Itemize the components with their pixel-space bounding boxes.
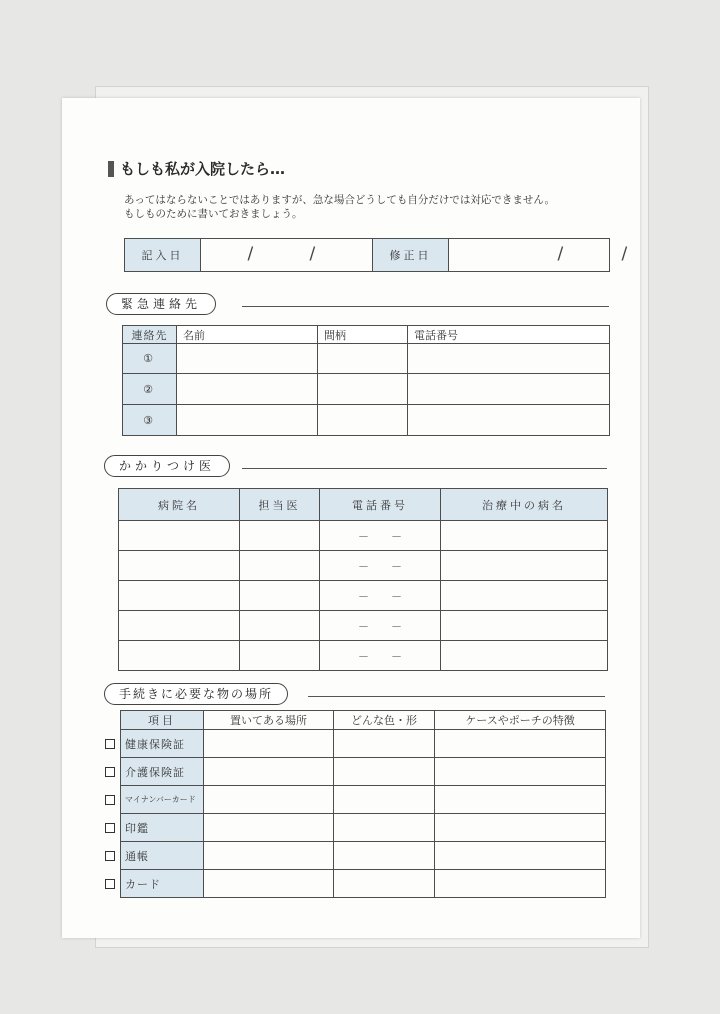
shape-cell[interactable] (334, 842, 435, 870)
place-cell[interactable] (204, 758, 334, 786)
hospital-cell[interactable] (119, 521, 240, 551)
items-header: 項目 (121, 711, 204, 730)
form-sheet (62, 98, 640, 938)
contact-phone-cell[interactable] (408, 344, 610, 374)
shape-cell[interactable] (334, 814, 435, 842)
contact-name-cell[interactable] (177, 374, 318, 405)
item-label: 通帳 (121, 842, 204, 870)
place-cell[interactable] (204, 870, 334, 898)
case-cell[interactable] (435, 814, 606, 842)
item-label: 印鑑 (121, 814, 204, 842)
item-label: 健康保険証 (121, 730, 204, 758)
doctor-cell[interactable] (240, 581, 320, 611)
illness-cell[interactable] (441, 581, 608, 611)
entry-date-label: 記入日 (125, 239, 201, 272)
hospital-cell[interactable] (119, 641, 240, 671)
shape-cell[interactable] (334, 870, 435, 898)
revision-date-field[interactable]: / / (449, 239, 610, 272)
contact-relation-cell[interactable] (318, 344, 408, 374)
item-checkbox[interactable] (105, 851, 115, 861)
item-label: マイナンバーカード (121, 786, 204, 814)
contact-phone-cell[interactable] (408, 374, 610, 405)
section-rule (242, 306, 609, 307)
contact-number: ② (123, 374, 177, 405)
date-slash: / (309, 243, 316, 264)
item-label: カード (121, 870, 204, 898)
item-checkbox[interactable] (105, 795, 115, 805)
date-slash: / (247, 243, 254, 264)
emergency-header: 間柄 (318, 326, 408, 344)
contact-name-cell[interactable] (177, 344, 318, 374)
intro-line-2: もしものために書いておきましょう。 (124, 208, 303, 220)
doctor-header: 病院名 (119, 489, 240, 521)
contact-name-cell[interactable] (177, 405, 318, 436)
doctor-header: 担当医 (240, 489, 320, 521)
section-rule (308, 696, 605, 697)
emergency-header: 連絡先 (123, 326, 177, 344)
doctor-heading: かかりつけ医 (104, 455, 230, 477)
intro-line-1: あってはならないことではありますが、急な場合どうしても自分だけでは対応できません。 (124, 194, 556, 206)
doctor-cell[interactable] (240, 521, 320, 551)
emergency-table (122, 325, 610, 436)
doctor-header: 電話番号 (320, 489, 441, 521)
shape-cell[interactable] (334, 786, 435, 814)
item-checkbox[interactable] (105, 823, 115, 833)
illness-cell[interactable] (441, 521, 608, 551)
item-checkbox[interactable] (105, 879, 115, 889)
shape-cell[interactable] (334, 758, 435, 786)
contact-number: ① (123, 344, 177, 374)
doctor-cell[interactable] (240, 551, 320, 581)
hospital-cell[interactable] (119, 551, 240, 581)
date-table (124, 238, 628, 272)
doctor-phone-cell[interactable]: － － (320, 611, 441, 641)
doctor-phone-cell[interactable]: － － (320, 521, 441, 551)
contact-phone-cell[interactable] (408, 405, 610, 436)
illness-cell[interactable] (441, 611, 608, 641)
case-cell[interactable] (435, 758, 606, 786)
doctor-table (118, 488, 608, 671)
place-cell[interactable] (204, 842, 334, 870)
section-rule (242, 468, 607, 469)
items-header: 置いてある場所 (204, 711, 334, 730)
case-cell[interactable] (435, 842, 606, 870)
contact-relation-cell[interactable] (318, 374, 408, 405)
doctor-cell[interactable] (240, 611, 320, 641)
contact-relation-cell[interactable] (318, 405, 408, 436)
emergency-header: 名前 (177, 326, 318, 344)
hospital-cell[interactable] (119, 611, 240, 641)
place-cell[interactable] (204, 786, 334, 814)
entry-date-field[interactable] (201, 239, 373, 272)
page-title-text: もしも私が入院したら… (120, 160, 286, 178)
emergency-heading: 緊急連絡先 (106, 293, 216, 315)
shape-cell[interactable] (334, 730, 435, 758)
item-checkbox[interactable] (105, 739, 115, 749)
page-title (108, 158, 285, 179)
doctor-phone-cell[interactable]: － － (320, 581, 441, 611)
items-table (120, 710, 606, 898)
case-cell[interactable] (435, 786, 606, 814)
illness-cell[interactable] (441, 551, 608, 581)
hospital-cell[interactable] (119, 581, 240, 611)
doctor-phone-cell[interactable]: － － (320, 641, 441, 671)
doctor-cell[interactable] (240, 641, 320, 671)
doctor-phone-cell[interactable]: － － (320, 551, 441, 581)
case-cell[interactable] (435, 730, 606, 758)
case-cell[interactable] (435, 870, 606, 898)
items-header: どんな色・形 (334, 711, 435, 730)
emergency-header: 電話番号 (408, 326, 610, 344)
item-checkbox[interactable] (105, 767, 115, 777)
revision-date-label: 修正日 (373, 239, 449, 272)
items-heading: 手続きに必要な物の場所 (104, 683, 288, 705)
place-cell[interactable] (204, 814, 334, 842)
illness-cell[interactable] (441, 641, 608, 671)
doctor-header: 治療中の病名 (441, 489, 608, 521)
date-slash: / (557, 243, 564, 264)
contact-number: ③ (123, 405, 177, 436)
item-label: 介護保険証 (121, 758, 204, 786)
place-cell[interactable] (204, 730, 334, 758)
items-header: ケースやポーチの特徴 (435, 711, 606, 730)
title-marker (108, 161, 114, 177)
